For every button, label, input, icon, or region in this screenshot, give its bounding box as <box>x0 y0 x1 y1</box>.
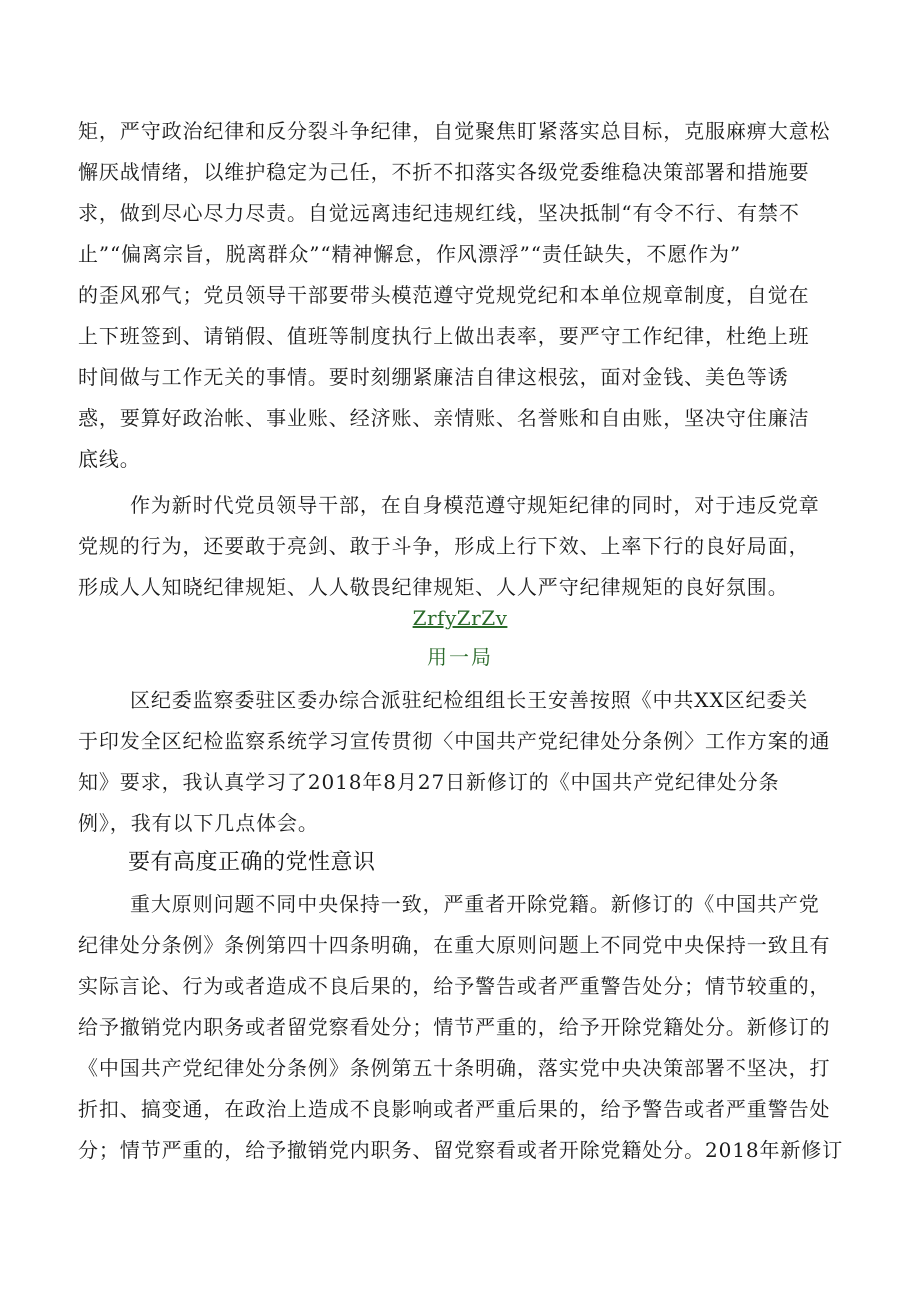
text-line: 作为新时代党员领导干部，在自身模范遵守规矩纪律的同时，对于违反党章 <box>130 493 820 517</box>
text-line: 折扣、搞变通，在政治上造成不良影响或者严重后果的，给予警告或者严重警告处 <box>78 1097 831 1121</box>
text-line: 形成人人知晓纪律规矩、人人敬畏纪律规矩、人人严守纪律规矩的良好氛围。 <box>78 575 789 599</box>
text-line: 重大原则问题不同中央保持一致，严重者开除党籍。新修订的《中国共产党 <box>130 892 820 916</box>
text-line: 矩，严守政治纪律和反分裂斗争纪律，自觉聚焦盯紧落实总目标，克服麻痹大意松 <box>78 119 831 143</box>
text-line: 时间做与工作无关的事情。要时刻绷紧廉洁自律这根弦，面对金钱、美色等诱 <box>78 365 789 389</box>
section-heading: 要有高度正确的党性意识 <box>128 850 376 875</box>
paragraph-introduction <box>78 680 850 844</box>
text-line: 区纪委监察委驻区委办综合派驻纪检组组长王安善按照《中共XX区纪委关 <box>130 688 809 712</box>
document-code: ZrfyZrZv <box>412 606 508 630</box>
text-line: 例》，我有以下几点体会。 <box>78 811 319 835</box>
text-line: 止”“偏离宗旨，脱离群众”“精神懈怠，作风漂浮”“责任缺失，不愿作为” <box>78 242 742 266</box>
text-line: 《中国共产党纪律处分条例》条例第五十条明确，落实党中央决策部署不坚决，打 <box>78 1056 831 1080</box>
text-line: 的歪风邪气；党员领导干部要带头模范遵守党规党纪和本单位规章制度，自觉在 <box>78 283 810 307</box>
text-line: 于印发全区纪检监察系统学习宣传贯彻〈中国共产党纪律处分条例〉工作方案的通 <box>78 729 831 753</box>
paragraph-discipline-conduct <box>78 111 850 480</box>
text-line: 求，做到尽心尽力尽责。自觉远离违纪违规红线，坚决抵制“有令不行、有禁不 <box>78 201 800 225</box>
text-line: 纪律处分条例》条例第四十四条明确，在重大原则问题上不同党中央保持一致且有 <box>78 933 831 957</box>
paragraph-principle-issues <box>78 884 850 1171</box>
text-line: 惑，要算好政治帐、事业账、经济账、亲情账、名誉账和自由账，坚决守住廉洁 <box>78 406 810 430</box>
document-subtitle: 用一局 <box>427 645 493 669</box>
text-line: 懈厌战情绪，以维护稳定为己任，不折不扣落实各级党委维稳决策部署和措施要 <box>78 160 810 184</box>
text-line: 上下班签到、请销假、值班等制度执行上做出表率，要严守工作纪律，杜绝上班 <box>78 324 810 348</box>
text-line: 底线。 <box>78 447 141 471</box>
text-line: 知》要求，我认真学习了2018年8月27日新修订的《中国共产党纪律处分条 <box>78 770 780 794</box>
text-line: 党规的行为，还要敢于亮剑、敢于斗争，形成上行下效、上率下行的良好局面， <box>78 534 810 558</box>
paragraph-new-era-leaders <box>78 485 850 608</box>
text-line: 分；情节严重的，给予撤销党内职务、留党察看或者开除党籍处分。2018年新修订 <box>78 1138 844 1162</box>
text-line: 实际言论、行为或者造成不良后果的，给予警告或者严重警告处分；情节较重的， <box>78 974 831 998</box>
text-line: 给予撤销党内职务或者留党察看处分；情节严重的，给予开除党籍处分。新修订的 <box>78 1015 831 1039</box>
